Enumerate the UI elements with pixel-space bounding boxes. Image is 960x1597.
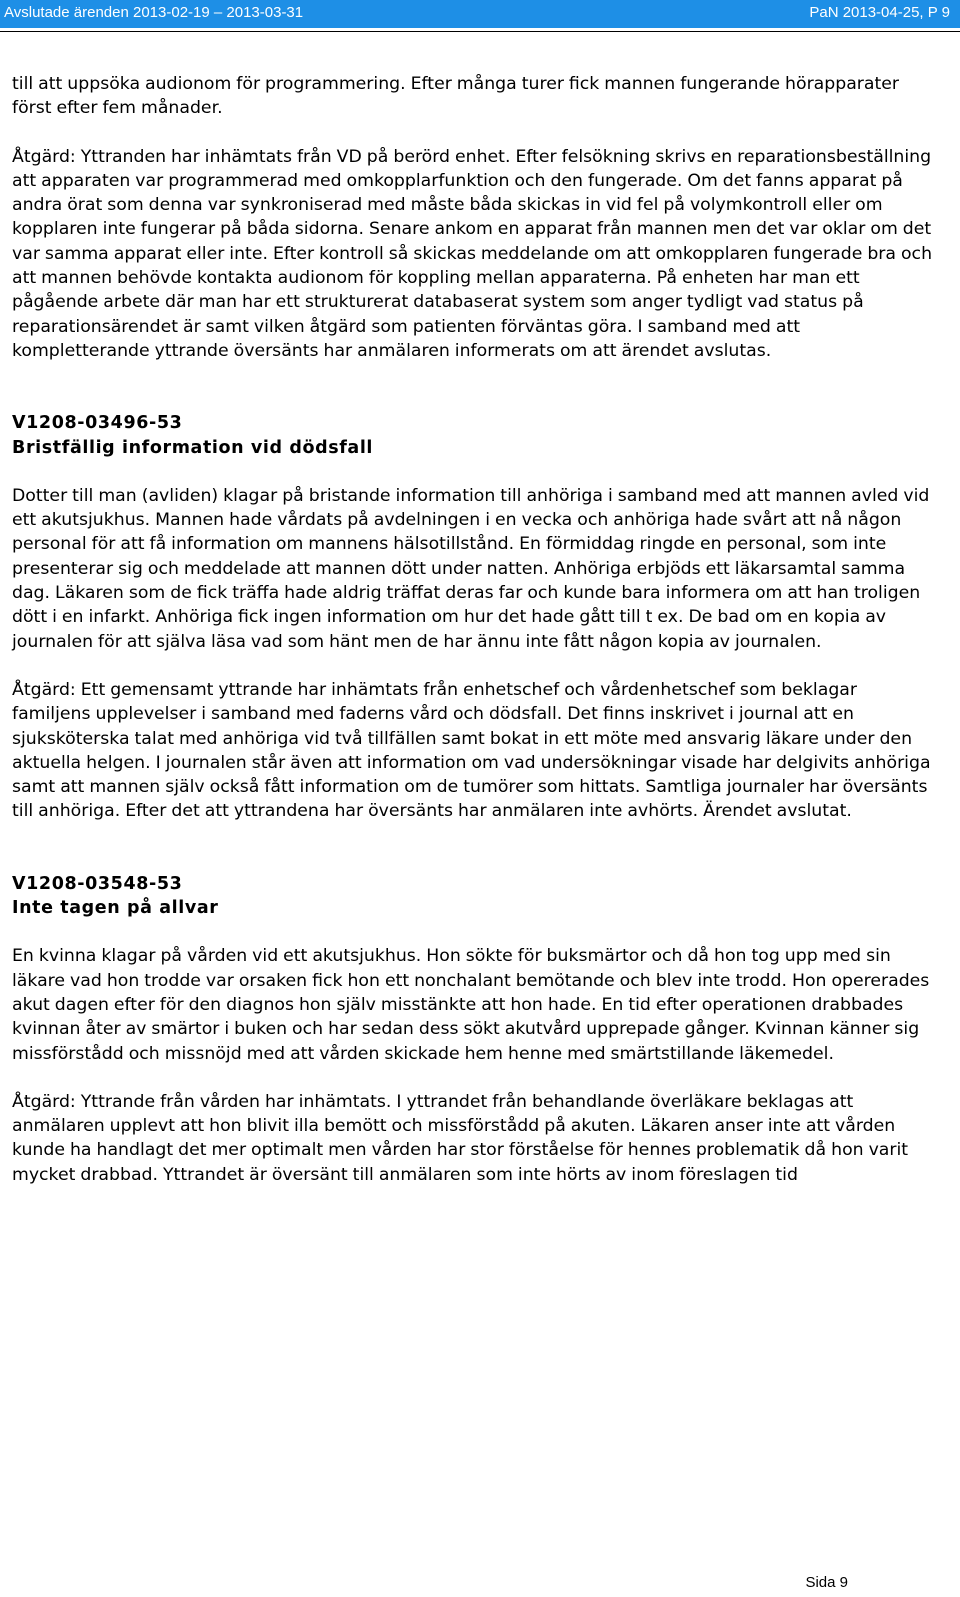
page-header	[0, 0, 960, 28]
header-reference: PaN 2013-04-25, P 9	[809, 4, 950, 21]
case-action: Åtgärd: Yttrande från vården har inhämtats. I yttrandet från behandlande överläkare beklagas att anmälaren upplevt att hon blivit illa bemött och missförstådd på akuten. Läkaren anser inte att vården kunde ha handlagt det mer optimalt men vården har stor förståelse för hennes problematik då hon varit mycket drabbad. Yttrandet är översänt till anmälaren som inte hörts av inom föreslagen tid	[12, 1091, 909, 1185]
header-divider	[0, 31, 960, 32]
document-body	[12, 72, 937, 1187]
case-body: En kvinna klagar på vården vid ett akutsjukhus. Hon sökte för buksmärtor och då hon tog upp med sin läkare vad hon trodde var orsaken fick hon ett nonchalant bemötande och blev inte trodd. Hon opererades akut dagen efter för den diagnos hon själv misstänkte att hon hade. En tid efter operationen drabbades kvinnan åter av smärtor i buken och har sedan dess sökt akutvård upprepade gånger. Kvinnan känner sig missförstådd och missnöjd med att vården skickade hem henne med smärtstillande läkemedel.	[12, 946, 930, 1064]
page-number: Sida 9	[805, 1574, 848, 1591]
case-id: V1208-03548-53	[12, 873, 183, 894]
intro-action-paragraph: Åtgärd: Yttranden har inhämtats från VD på berörd enhet. Efter felsökning skrivs en reparationsbeställning att apparaten var programmerad med omkopplarfunktion och den fungerade. Om det fanns apparat på andra örat som denna var synkroniserad med måste båda skickas in vid fel på volymkontroll eller om kopplaren inte fungerar på båda sidorna. Senare ankom en apparat från mannen men det var oklar om det var samma apparat eller inte. Efter kontroll så skickas meddelande om att omkopplaren fungerade bra och att mannen behövde kontakta audionom för koppling mellan apparaterna. På enheten har man ett pågående arbete där man har ett strukturerat databaserat system som anger tydligt vad status på reparationsärendet är samt vilken åtgärd som patienten förväntas göra. I samband med att kompletterande yttrande översänts har anmälaren informerats om att ärendet avslutas.	[12, 146, 933, 361]
case-id: V1208-03496-53	[12, 413, 183, 434]
intro-paragraph: till att uppsöka audionom för programmering. Efter många turer fick mannen fungerande hörapparater först efter fem månader.	[12, 74, 900, 119]
case-action: Åtgärd: Ett gemensamt yttrande har inhämtats från enhetschef och vårdenhetschef som beklagar familjens upplevelser i samband med faderns vård och dödsfall. Det finns inskrivet i journal att en sjuksköterska talat med anhöriga vid två tillfällen samt bokat in ett möte med ansvarig läkare under den aktuella helgen. I journalen står även att information om vad undersökningar visade har delgivits anhöriga samt att mannen själv också fått information om de tumörer som hittats. Samtliga journaler har översänts till anhöriga. Efter det att yttrandena har översänts har anmälaren inte avhörts. Ärendet avslutat.	[12, 679, 931, 822]
case-title: Bristfällig information vid dödsfall	[12, 437, 374, 458]
case-section	[12, 411, 937, 823]
case-title: Inte tagen på allvar	[12, 898, 219, 919]
case-body: Dotter till man (avliden) klagar på bristande information till anhöriga i samband med att mannen avled vid ett akutsjukhus. Mannen hade vårdats på avdelningen i en vecka och anhöriga hade svårt att nå någon personal för att få information om mannens hälsotillstånd. En förmiddag ringde en personal, som inte presenterar sig och meddelade att mannen dött under natten. Anhöriga erbjöds ett läkarsamtal samma dag. Läkaren som de fick träffa hade aldrig träffat deras far och kunde bara informera om att han troligen dött i en infarkt. Anhöriga fick ingen information om hur det hade gått till t ex. De bad om en kopia av journalen för att själva läsa vad som hänt men de har ännu inte fått någon kopia av journalen.	[12, 485, 930, 652]
header-document-title: Avslutade ärenden 2013-02-19 – 2013-03-31	[4, 4, 304, 21]
case-section	[12, 872, 937, 1187]
